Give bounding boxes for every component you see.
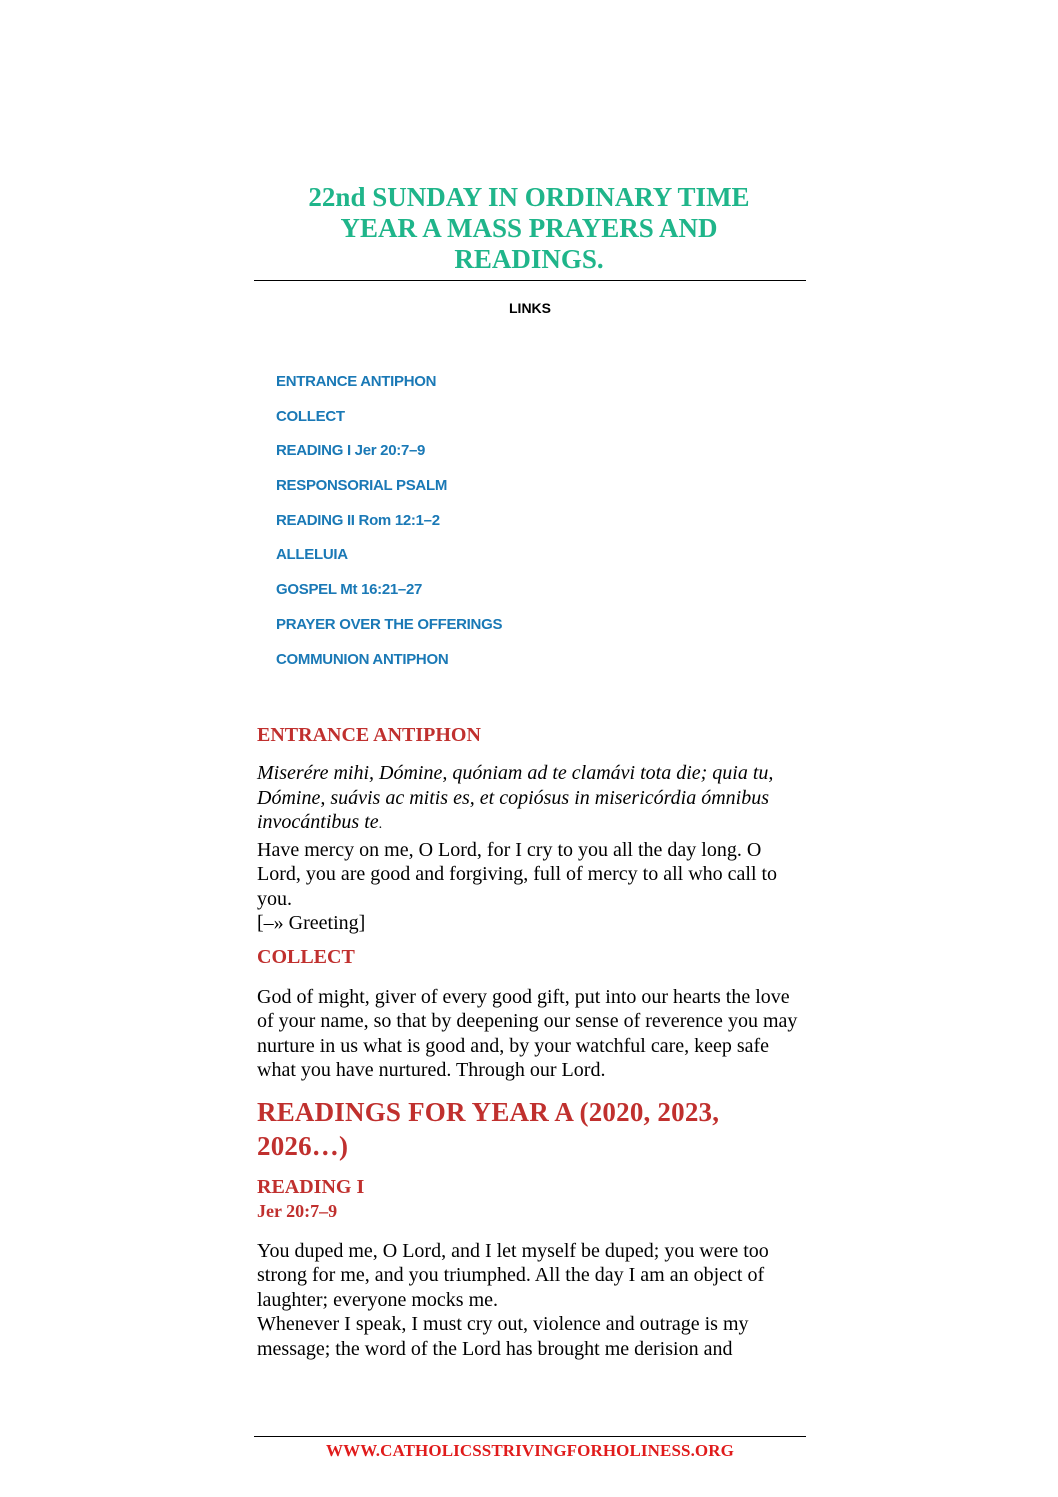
entrance-latin: Miserére mihi, Dómine, quóniam ad te clamávi tota die; quia tu, Dómine, suávis ac mitis es, et copiósus in misericórdia ómnibus invocántibus te [257, 762, 774, 833]
main-content [257, 723, 802, 1361]
link-prayer-over-offerings[interactable]: PRAYER OVER THE OFFERINGS [276, 615, 503, 633]
entrance-latin-text [257, 761, 802, 838]
collect-heading: COLLECT [257, 945, 355, 968]
link-responsorial-psalm[interactable]: RESPONSORIAL PSALM [276, 477, 448, 495]
page-title [254, 182, 804, 275]
reading-1-reference: Jer 20:7–9 [257, 1200, 338, 1221]
readings-heading: READINGS FOR YEAR A (2020, 2023, 2026…) [257, 1096, 720, 1161]
entrance-english: Have mercy on me, O Lord, for I cry to you all the day long. O Lord, you are good and forgiving, full of mercy to all who call to you. [257, 838, 778, 910]
link-reading-2[interactable]: READING II Rom 12:1–2 [276, 511, 440, 529]
title-line-1: 22nd SUNDAY IN ORDINARY TIME [308, 182, 750, 212]
link-reading-1[interactable]: READING I Jer 20:7–9 [276, 442, 426, 460]
entrance-latin-period: . [378, 817, 383, 832]
reading-1-paragraph-2: Whenever I speak, I must cry out, violence and outrage is my message; the word of the Lord has brought me derision and [257, 1313, 749, 1360]
greeting-link[interactable]: [–» Greeting] [257, 912, 366, 934]
link-gospel[interactable]: GOSPEL Mt 16:21–27 [276, 581, 423, 599]
links-heading: LINKS [509, 300, 551, 316]
links-list [276, 372, 502, 684]
footer-divider [254, 1436, 806, 1437]
collect-text: God of might, giver of every good gift, put into our hearts the love of your name, so that by deepening our sense of reverence you may nurture in us what is good and, by your watchful care, keep safe what you have nurtured. Through our Lord. [257, 985, 798, 1081]
reading-1-paragraph-1: You duped me, O Lord, and I let myself be duped; you were too strong for me, and you triumphed. All the day I am an object of laughter; everyone mocks me. [257, 1239, 769, 1311]
reading-1-heading: READING I [257, 1175, 365, 1198]
link-alleluia[interactable]: ALLELUIA [276, 546, 348, 564]
entrance-antiphon-heading: ENTRANCE ANTIPHON [257, 724, 481, 746]
title-divider [254, 280, 806, 281]
link-communion-antiphon[interactable]: COMMUNION ANTIPHON [276, 650, 449, 668]
title-line-2: YEAR A MASS PRAYERS AND [340, 213, 718, 243]
title-line-3: READINGS. [454, 244, 604, 274]
link-collect[interactable]: COLLECT [276, 407, 345, 425]
footer-url[interactable]: WWW.CATHOLICSSTRIVINGFORHOLINESS.ORG [326, 1441, 734, 1460]
link-entrance-antiphon[interactable]: ENTRANCE ANTIPHON [276, 373, 437, 390]
